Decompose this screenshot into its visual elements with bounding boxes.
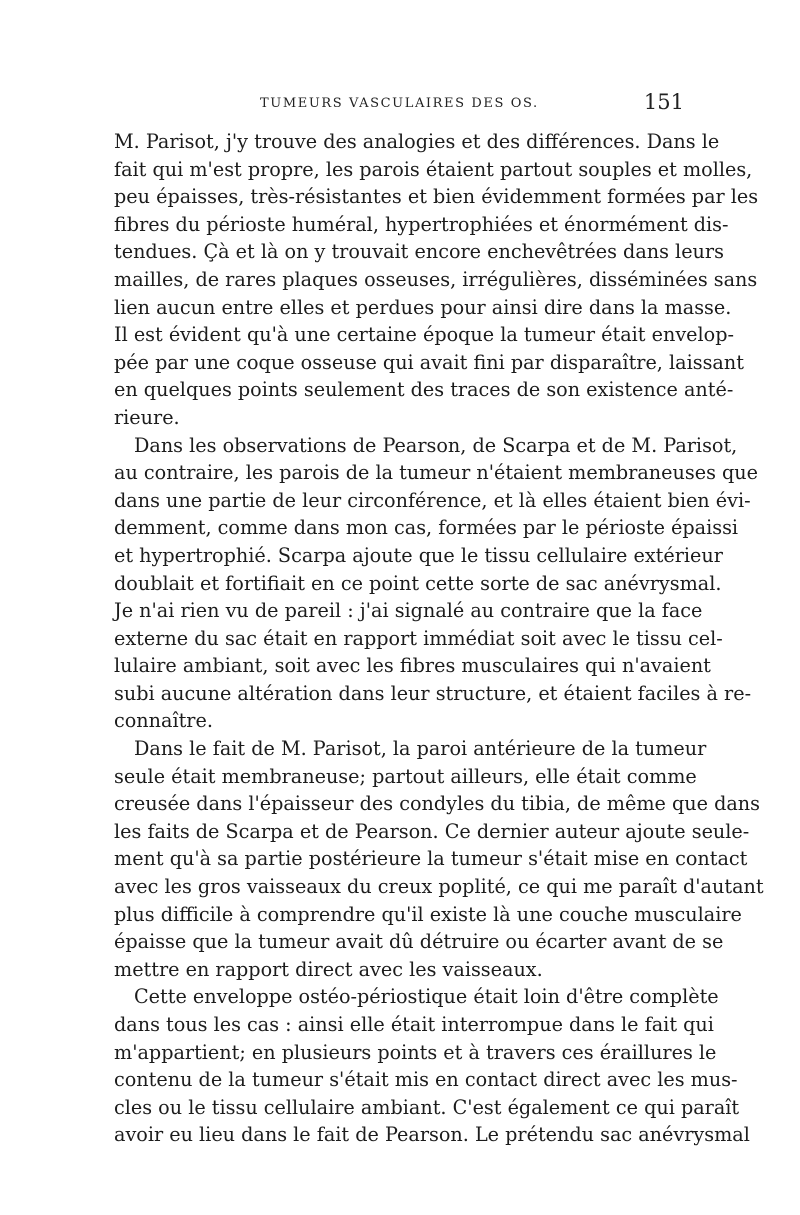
text-line: Dans le fait de M. Parisot, la paroi antérieure de la tumeur bbox=[134, 737, 707, 761]
page-number: 151 bbox=[643, 90, 684, 114]
page-header bbox=[114, 92, 684, 122]
text-line: subi aucune altération dans leur structure, et étaient faciles à re- bbox=[114, 681, 752, 705]
text-line: lulaire ambiant, soit avec les fibres musculaires qui n'avaient bbox=[114, 654, 711, 678]
text-line: tendues. Çà et là on y trouvait encore enchevêtrées dans leurs bbox=[114, 240, 724, 264]
text-line: rieure. bbox=[114, 405, 180, 429]
text-line: mettre en rapport direct avec les vaisseaux. bbox=[114, 957, 543, 981]
text-line: dans une partie de leur circonférence, et là elles étaient bien évi- bbox=[114, 488, 751, 512]
text-line: Je n'ai rien vu de pareil : j'ai signalé au contraire que la face bbox=[114, 599, 703, 623]
text-line: connaître. bbox=[114, 709, 213, 733]
text-line: fibres du périoste huméral, hypertrophiées et énormément dis- bbox=[114, 212, 729, 236]
text-line: peu épaisses, très-résistantes et bien évidemment formées par les bbox=[114, 185, 759, 209]
text-line: contenu de la tumeur s'était mis en contact direct avec les mus- bbox=[114, 1068, 738, 1092]
text-line: cles ou le tissu cellulaire ambiant. C'est également ce qui paraît bbox=[114, 1095, 740, 1119]
text-line: les faits de Scarpa et de Pearson. Ce dernier auteur ajoute seule- bbox=[114, 819, 750, 843]
text-line: plus difficile à comprendre qu'il existe là une couche musculaire bbox=[114, 902, 742, 926]
text-line: dans tous les cas : ainsi elle était interrompue dans le fait qui bbox=[114, 1013, 714, 1036]
text-line: au contraire, les parois de la tumeur n'étaient membraneuses que bbox=[114, 461, 759, 485]
text-line: M. Parisot, j'y trouve des analogies et des différences. Dans le bbox=[114, 130, 720, 153]
text-line: externe du sac était en rapport immédiat soit avec le tissu cel- bbox=[114, 626, 723, 650]
body-text bbox=[114, 128, 764, 1149]
text-line: en quelques points seulement des traces de son existence anté- bbox=[114, 378, 734, 402]
text-line: mailles, de rares plaques osseuses, irrégulières, disséminées sans bbox=[114, 267, 758, 291]
text-line: Dans les observations de Pearson, de Scarpa et de M. Parisot, bbox=[134, 433, 738, 457]
text-line: lien aucun entre elles et perdues pour ainsi dire dans la masse. bbox=[114, 295, 732, 319]
text-line: Cette enveloppe ostéo-périostique était loin d'être complète bbox=[134, 985, 719, 1009]
text-line: doublait et fortifiait en ce point cette sorte de sac anévrysmal. bbox=[114, 571, 722, 595]
text-line: creusée dans l'épaisseur des condyles du tibia, de même que dans bbox=[114, 792, 761, 816]
text-line: seule était membraneuse; partout ailleurs, elle était comme bbox=[114, 764, 697, 788]
text-line: pée par une coque osseuse qui avait fini par disparaître, laissant bbox=[114, 350, 744, 374]
running-title: TUMEURS VASCULAIRES DES OS. bbox=[260, 96, 539, 111]
text-line: Il est évident qu'à une certaine époque la tumeur était envelop- bbox=[114, 323, 734, 347]
text-line: ment qu'à sa partie postérieure la tumeur s'était mise en contact bbox=[114, 847, 748, 871]
text-line: demment, comme dans mon cas, formées par le périoste épaissi bbox=[114, 516, 739, 540]
text-line: avoir eu lieu dans le fait de Pearson. Le prétendu sac anévrysmal bbox=[114, 1123, 750, 1147]
text-line: et hypertrophié. Scarpa ajoute que le tissu cellulaire extérieur bbox=[114, 543, 723, 567]
text-line: épaisse que la tumeur avait dû détruire ou écarter avant de se bbox=[114, 930, 724, 954]
text-line: m'appartient; en plusieurs points et à travers ces éraillures le bbox=[114, 1040, 717, 1064]
text-line: fait qui m'est propre, les parois étaient partout souples et molles, bbox=[114, 157, 753, 181]
text-line: avec les gros vaisseaux du creux poplité, ce qui me paraît d'autant bbox=[114, 875, 764, 899]
